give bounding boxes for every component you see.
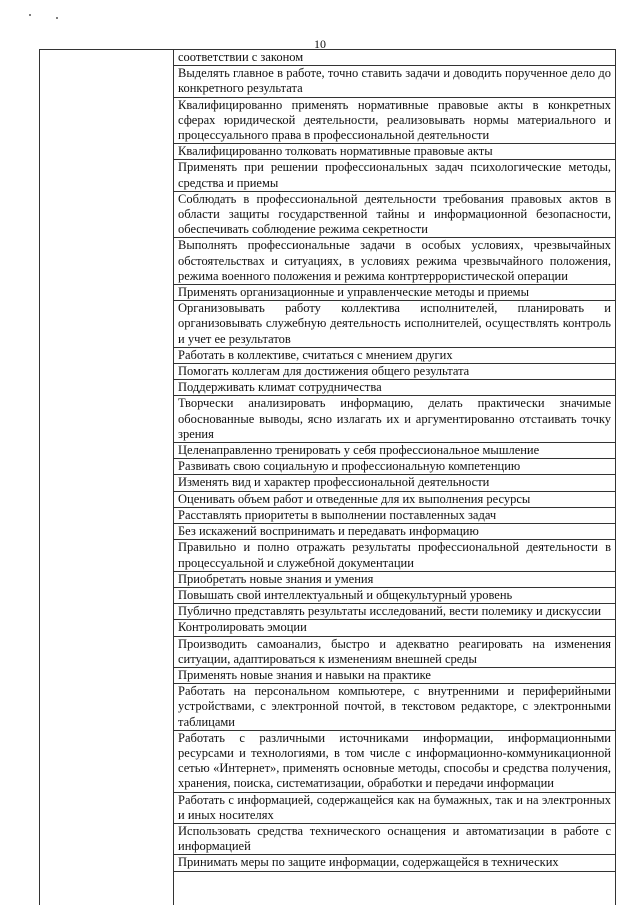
table-row: Принимать меры по защите информации, содержащейся в технических (174, 855, 615, 871)
scan-speck (29, 14, 31, 16)
table-row: Квалифицированно применять нормативные правовые акты в конкретных сферах юридической деятельности, реализовывать нормы материального и процессуального права в профессиональной деятельности (174, 98, 615, 145)
table-row: Публично представлять результаты исследований, вести полемику и дискуссии (174, 604, 615, 620)
table-row: Творчески анализировать информацию, делать практически значимые обоснованные выводы, ясно излагать их и аргументированно отстаивать точку зрения (174, 396, 615, 443)
table-row: соответствии с законом (174, 50, 615, 66)
scan-speck (56, 17, 58, 19)
table-row: Применять новые знания и навыки на практике (174, 668, 615, 684)
table-row: Без искажений воспринимать и передавать информацию (174, 524, 615, 540)
table-row: Контролировать эмоции (174, 620, 615, 636)
skills-table (39, 49, 616, 905)
table-row: Работать на персональном компьютере, с внутренними и периферийными устройствами, с электронной почтой, в текстовом редакторе, с электронными таблицами (174, 684, 615, 731)
table-row: Выделять главное в работе, точно ставить задачи и доводить порученное дело до конкретного результата (174, 66, 615, 97)
table-row: Приобретать новые знания и умения (174, 572, 615, 588)
table-row: Производить самоанализ, быстро и адекватно реагировать на изменения ситуации, адаптироваться к изменениям внешней среды (174, 637, 615, 668)
table-row: Целенаправленно тренировать у себя профессиональное мышление (174, 443, 615, 459)
table-row: Применять организационные и управленческие методы и приемы (174, 285, 615, 301)
table-row: Использовать средства технического оснащения и автоматизации в работе с информацией (174, 824, 615, 855)
table-row: Поддерживать климат сотрудничества (174, 380, 615, 396)
table-row: Квалифицированно толковать нормативные правовые акты (174, 144, 615, 160)
table-row: Развивать свою социальную и профессиональную компетенцию (174, 459, 615, 475)
table-left-column (40, 50, 174, 905)
table-right-column (174, 50, 615, 872)
table-row: Применять при решении профессиональных задач психологические методы, средства и приемы (174, 160, 615, 191)
table-row: Расставлять приоритеты в выполнении поставленных задач (174, 508, 615, 524)
table-row: Работать в коллективе, считаться с мнением других (174, 348, 615, 364)
table-row: Работать с различными источниками информации, информационными ресурсами и технологиями, в том числе с информационно-коммуникационной сетью «Интернет», применять основные методы, способы и средства получения, хранения, поиска, систематизации, обработки и передачи информации (174, 731, 615, 793)
table-row: Помогать коллегам для достижения общего результата (174, 364, 615, 380)
table-row: Правильно и полно отражать результаты профессиональной деятельности в процессуальной и служебной документации (174, 540, 615, 571)
table-row: Оценивать объем работ и отведенные для их выполнения ресурсы (174, 492, 615, 508)
table-row: Повышать свой интеллектуальный и общекультурный уровень (174, 588, 615, 604)
table-row: Изменять вид и характер профессиональной деятельности (174, 475, 615, 491)
table-row: Выполнять профессиональные задачи в особых условиях, чрезвычайных обстоятельствах и ситуациях, в условиях режима чрезвычайного положения, режима военного положения и режима контртеррористической операции (174, 238, 615, 285)
table-row: Соблюдать в профессиональной деятельности требования правовых актов в области защиты государственной тайны и информационной безопасности, обеспечивать соблюдение режима секретности (174, 192, 615, 239)
table-row: Организовывать работу коллектива исполнителей, планировать и организовывать служебную деятельность исполнителей, осуществлять контроль и учет ее результатов (174, 301, 615, 348)
table-row: Работать с информацией, содержащейся как на бумажных, так и на электронных и иных носителях (174, 793, 615, 824)
page-number: 10 (314, 37, 326, 51)
